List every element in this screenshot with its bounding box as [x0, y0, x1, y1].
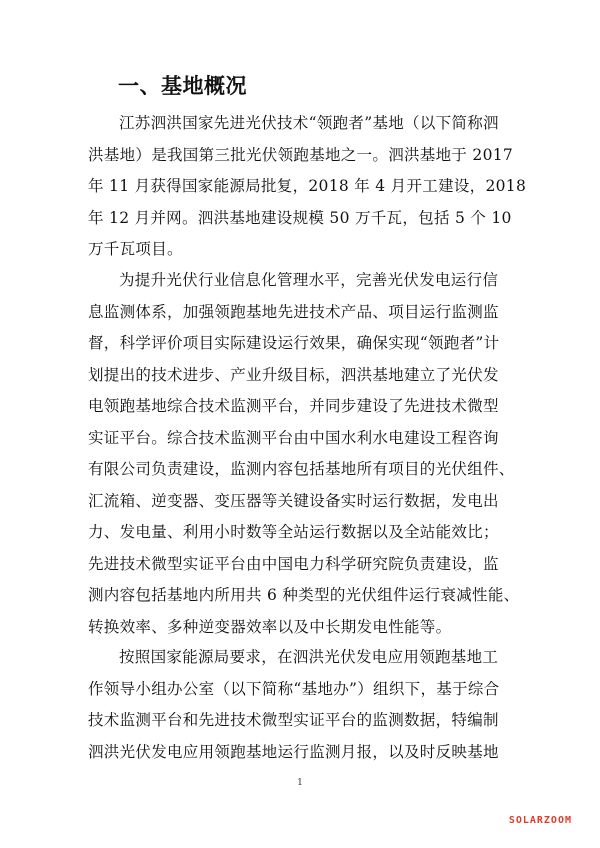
paragraph-line: 作领导小组办公室（以下简称“基地办”）组织下，基于综合	[88, 679, 500, 698]
page-number: 1	[297, 778, 303, 788]
paragraph-line: 江苏泗洪国家先进光伏技术“领跑者”基地（以下简称泗	[119, 114, 499, 132]
paragraph-line: 技术监测平台和先进技术微型实证平台的监测数据，特编制	[88, 711, 499, 729]
paragraph-line: 划提出的技术进步、产业升级目标，泗洪基地建立了光伏发	[88, 365, 499, 384]
paragraph-line: 有限公司负责建设，监测内容包括基地所有项目的光伏组件、	[88, 460, 515, 478]
section-heading: 一、基地概况	[118, 74, 247, 98]
paragraph-line: 电领跑基地综合技术监测平台，并同步建设了先进技术微型	[88, 397, 499, 415]
paragraph-2	[88, 265, 528, 643]
paragraph-line: 按照国家能源局要求，在泗洪光伏发电应用领跑基地工	[119, 648, 499, 666]
paragraph-line: 年 11 月获得国家能源局批复，2018 年 4 月开工建设，2018	[88, 177, 527, 195]
paragraph-line: 泗洪光伏发电应用领跑基地运行监测月报，以及时反映基地	[88, 742, 499, 761]
paragraph-line: 督，科学评价项目实际建设运行效果，确保实现“领跑者”计	[88, 334, 500, 352]
paragraph-line: 力、发电量、利用小时数等全站运行数据以及全站能效比；	[88, 523, 499, 541]
paragraph-line: 息监测体系，加强领跑基地先进技术产品、项目运行监测监	[88, 302, 499, 321]
paragraph-3	[88, 642, 528, 768]
paragraph-line: 转换效率、多种逆变器效率以及中长期发电性能等。	[88, 617, 452, 636]
paragraph-line: 测内容包括基地内所用共 6 种类型的光伏组件运行衰减性能、	[88, 586, 520, 604]
paragraph-1	[88, 108, 528, 266]
paragraph-line: 实证平台。综合技术监测平台由中国水利水电建设工程咨询	[88, 428, 499, 447]
paragraph-line: 万千瓦项目。	[88, 240, 183, 258]
paragraph-line: 洪基地）是我国第三批光伏领跑基地之一。泗洪基地于 2017	[88, 145, 514, 164]
paragraph-line: 为提升光伏行业信息化管理水平，完善光伏发电运行信	[119, 271, 499, 289]
paragraph-line: 汇流箱、逆变器、变压器等关键设备实时运行数据，发电出	[88, 491, 499, 510]
paragraph-line: 年 12 月并网。泗洪基地建设规模 50 万千瓦，包括 5 个 10	[88, 208, 512, 227]
paragraph-line: 先进技术微型实证平台由中国电力科学研究院负责建设，监	[88, 554, 499, 573]
watermark-logo: SOLARZOOM	[508, 815, 572, 826]
